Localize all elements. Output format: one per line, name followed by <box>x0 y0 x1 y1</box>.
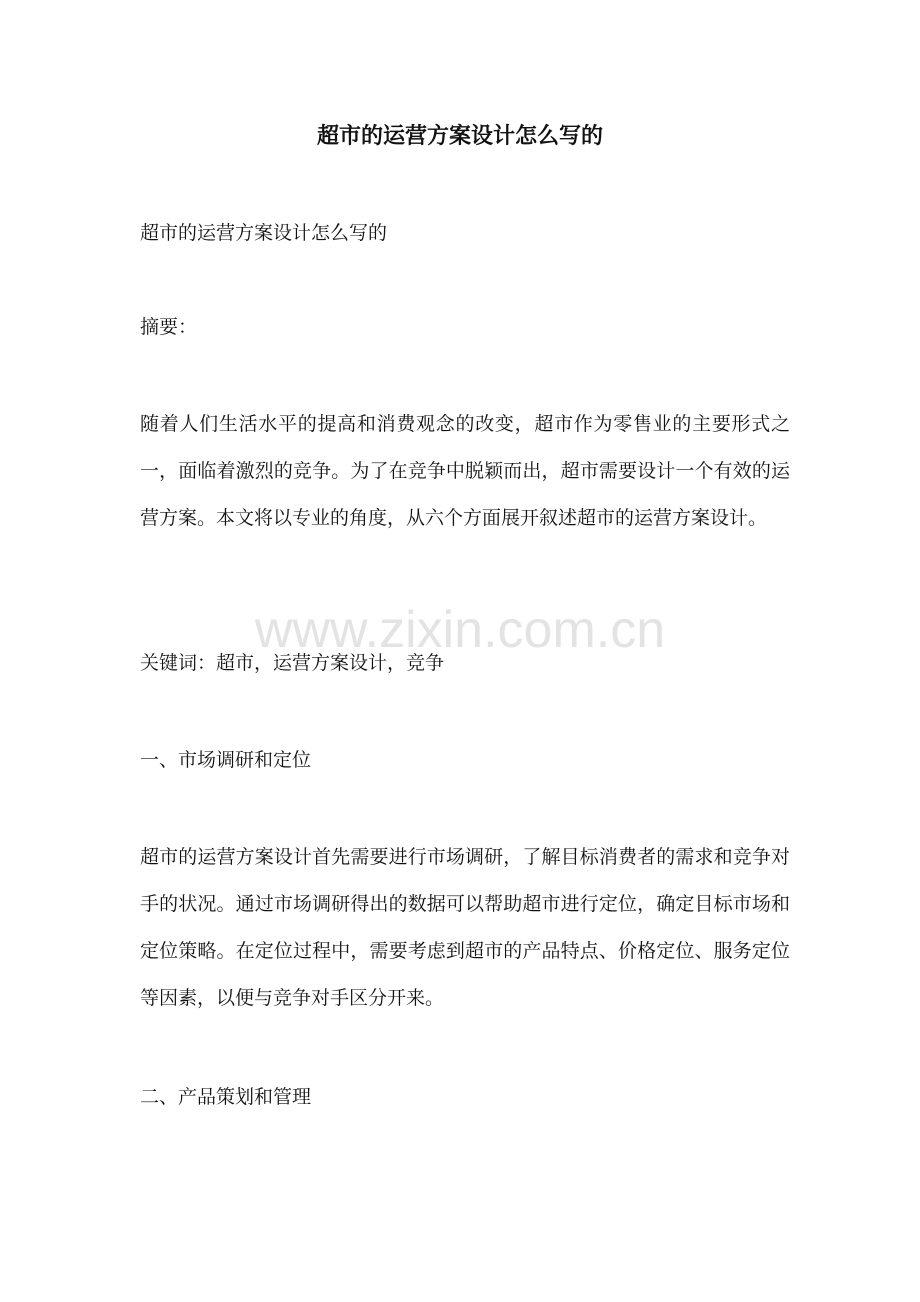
document-title: 超市的运营方案设计怎么写的 <box>316 123 603 149</box>
abstract-label: 摘要： <box>140 316 198 338</box>
abstract-paragraph: 随着人们生活水平的提高和消费观念的改变，超市作为零售业的主要形式之一，面临着激烈的竞争。为了在竞争中脱颖而出，超市需要设计一个有效的运营方案。本文将以专业的角度，从六个方面展开叙述超市的运营方案设计。 <box>140 413 790 529</box>
watermark: www.zixin.com.cn <box>254 601 666 659</box>
document-subtitle: 超市的运营方案设计怎么写的 <box>140 222 388 244</box>
section-1-paragraph: 超市的运营方案设计首先需要进行市场调研，了解目标消费者的需求和竞争对手的状况。通过市场调研得出的数据可以帮助超市进行定位，确定目标市场和定位策略。在定位过程中，需要考虑到超市的产品特点、价格定位、服务定位等因素，以便与竞争对手区分开来。 <box>140 846 790 1009</box>
section-2-heading: 二、产品策划和管理 <box>140 1086 312 1108</box>
section-1-heading: 一、市场调研和定位 <box>140 749 312 771</box>
keywords-line: 关键词：超市，运营方案设计，竞争 <box>140 652 445 674</box>
